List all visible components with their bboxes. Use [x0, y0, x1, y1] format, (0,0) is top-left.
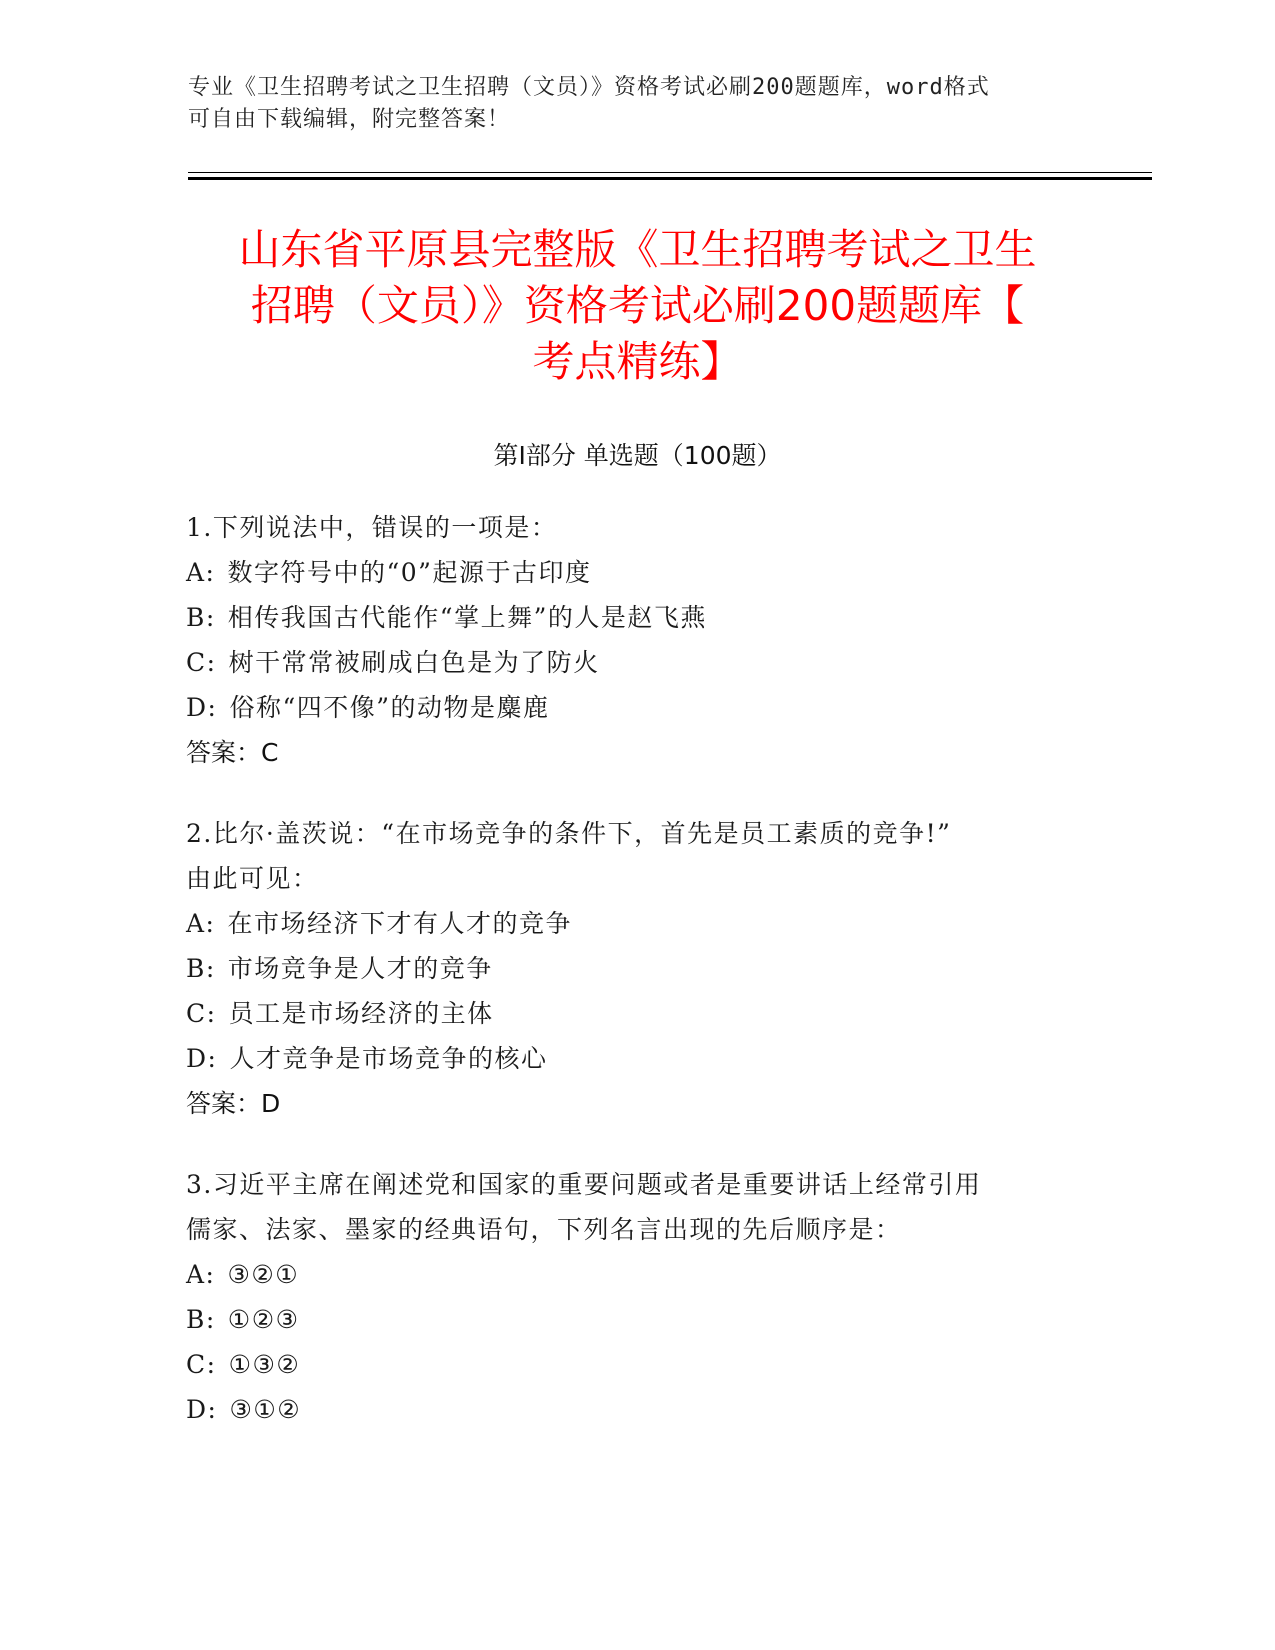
option-text: ③①②: [229, 1395, 302, 1424]
option-letter: D:: [186, 693, 218, 722]
answer: 答案：C: [186, 738, 279, 767]
header-divider-thick: [188, 177, 1152, 180]
option-text: ①②③: [227, 1305, 300, 1334]
question-stem: 儒家、法家、墨家的经典语句，下列名言出现的先后顺序是：: [186, 1215, 902, 1244]
option-c: [186, 991, 1066, 1036]
option-letter: B:: [186, 1305, 216, 1334]
question-stem: 3.习近平主席在阐述党和国家的重要问题或者是重要讲话上经常引用: [186, 1170, 982, 1199]
option-text: 在市场经济下才有人才的竞争: [227, 909, 572, 938]
option-b: [186, 1297, 1066, 1342]
option-text: ③②①: [227, 1260, 300, 1289]
document-title-line-3: 考点精练】: [532, 337, 743, 386]
header-note-line-2: 可自由下载编辑，附完整答案！: [188, 107, 511, 132]
header-note-line-1: 专业《卫生招聘考试之卫生招聘（文员）》资格考试必刷200题题库，word格式: [188, 75, 990, 100]
question-stem: 1.下列说法中，错误的一项是：: [186, 513, 558, 542]
option-letter: B:: [186, 954, 216, 983]
option-text: 人才竞争是市场竞争的核心: [229, 1044, 548, 1073]
question-3: [186, 1162, 1066, 1432]
answer: 答案：D: [186, 1089, 281, 1118]
option-letter: D:: [186, 1044, 218, 1073]
option-a: [186, 901, 1066, 946]
document-title-line-1: 山东省平原县完整版《卫生招聘考试之卫生: [238, 225, 1037, 274]
option-letter: A:: [186, 1260, 216, 1289]
option-letter: C:: [186, 1350, 217, 1379]
header-divider-thin: [188, 172, 1152, 173]
option-letter: A:: [186, 909, 216, 938]
option-d: [186, 1387, 1066, 1432]
section-title: 第Ⅰ部分 单选题（100题）: [493, 441, 782, 470]
option-text: 相传我国古代能作“掌上舞”的人是赵飞燕: [227, 603, 707, 632]
document-title: [160, 222, 1115, 390]
question-stem: 2.比尔·盖茨说：“在市场竞争的条件下，首先是员工素质的竞争!”: [186, 819, 952, 848]
question-2: [186, 811, 1066, 1126]
option-b: [186, 595, 1066, 640]
option-text: 树干常常被刷成白色是为了防火: [228, 648, 600, 677]
option-letter: C:: [186, 999, 217, 1028]
option-b: [186, 946, 1066, 991]
option-d: [186, 685, 1066, 730]
question-1: [186, 505, 1066, 775]
option-text: 数字符号中的“0”起源于古印度: [227, 558, 592, 587]
option-letter: B:: [186, 603, 216, 632]
option-letter: A:: [186, 558, 216, 587]
question-stem: 由此可见：: [186, 864, 319, 893]
document-title-line-2: 招聘（文员）》资格考试必刷200题题库【: [250, 281, 1025, 330]
option-text: 俗称“四不像”的动物是麋鹿: [229, 693, 550, 722]
option-c: [186, 1342, 1066, 1387]
option-text: 市场竞争是人才的竞争: [227, 954, 493, 983]
option-text: 员工是市场经济的主体: [228, 999, 494, 1028]
option-letter: C:: [186, 648, 217, 677]
option-a: [186, 550, 1066, 595]
header-note: [188, 72, 1088, 136]
option-c: [186, 640, 1066, 685]
option-d: [186, 1036, 1066, 1081]
option-a: [186, 1252, 1066, 1297]
option-letter: D:: [186, 1395, 218, 1424]
option-text: ①③②: [228, 1350, 301, 1379]
